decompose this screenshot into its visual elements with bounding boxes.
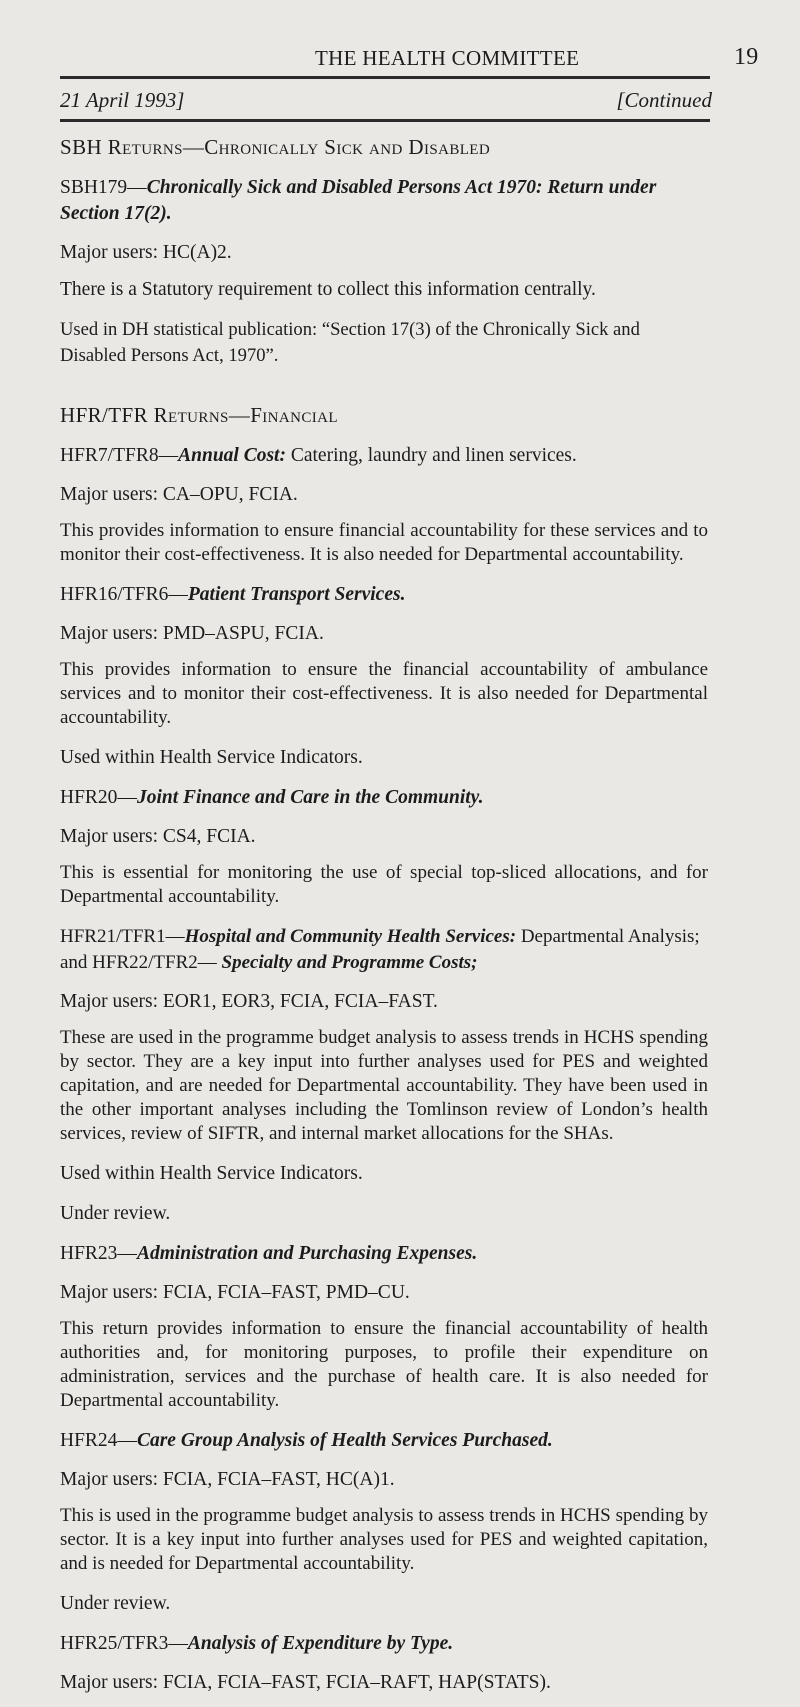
- section-heading: HFR/TFR Returns—Financial: [60, 403, 338, 427]
- paragraph: These are used in the programme budget analysis to assess trends in HCHS spending by sector. They are a key input into further analyses used for PES and weighted capitation, and are needed for Departmental accountability. They have been used in the other important analyses including the Tomlinson review of London’s health services, review of SIFTR, and internal market allocations for the SHAs.: [60, 1027, 708, 1144]
- major-users: Major users: EOR1, EOR3, FCIA, FCIA–FAST.: [60, 991, 438, 1012]
- item-code: HFR23—: [60, 1243, 137, 1264]
- major-users: Major users: PMD–ASPU, FCIA.: [60, 623, 324, 644]
- paragraph: This is essential for monitoring the use of special top-sliced allocations, and for Departmental accountability.: [60, 862, 708, 907]
- paragraph: There is a Statutory requirement to collect this information centrally.: [60, 279, 596, 300]
- item-title-lead: Annual Cost:: [178, 445, 286, 466]
- item-heading: [60, 1241, 708, 1267]
- major-users: Major users: HC(A)2.: [60, 242, 232, 263]
- item-heading: [60, 785, 708, 811]
- paragraph: This is used in the programme budget analysis to assess trends in HCHS spending by sector. It is a key input into further analyses used for PES and weighted capitation, and is needed for Departmental accountability.: [60, 1505, 708, 1574]
- item-title-tail2: Specialty and Programme Costs;: [221, 952, 478, 973]
- paragraph: This provides information to ensure financial accountability for these services and to monitor their cost-effectiveness. It is also needed for Departmental accountability.: [60, 520, 708, 565]
- paragraph: Used in DH statistical publication: “Section 17(3) of the Chronically Sick and Disabled Persons Act, 1970”.: [60, 319, 640, 366]
- item-title: Patient Transport Services.: [187, 584, 406, 605]
- paragraph: Used within Health Service Indicators.: [60, 747, 363, 768]
- item-title: Hospital and Community Health Services:: [184, 926, 517, 947]
- major-users: Major users: CA–OPU, FCIA.: [60, 484, 298, 505]
- item-title-tail: Departmental Analysis; and HFR22/TFR2—: [60, 926, 700, 973]
- item-heading: [60, 924, 708, 976]
- item-code: HFR16/TFR6—: [60, 584, 188, 605]
- section-heading: SBH Returns—Chronically Sick and Disabled: [60, 135, 491, 159]
- paragraph: Under review.: [60, 1203, 171, 1224]
- item-title-rest: Catering, laundry and linen services.: [285, 445, 577, 466]
- item-title: Chronically Sick and Disabled Persons Act 1970: Return under Section 17(2).: [60, 177, 657, 224]
- document-body: [60, 135, 708, 1707]
- top-rule: [60, 76, 710, 79]
- page-number: 19: [734, 44, 759, 70]
- paragraph: Used within Health Service Indicators.: [60, 1163, 363, 1184]
- major-users: Major users: FCIA, FCIA–FAST, HC(A)1.: [60, 1469, 395, 1490]
- paragraph: This provides information to ensure the financial accountability of ambulance services and to monitor their cost-effectiveness. It is also needed for Departmental accountability.: [60, 659, 708, 728]
- paragraph: This return provides information to ensure the financial accountability of health authorities and, for monitoring purposes, to profile their expenditure on administration, services and the purchase of health care. It is also needed for Departmental accountability.: [60, 1318, 708, 1411]
- item-title: Care Group Analysis of Health Services Purchased.: [136, 1430, 553, 1451]
- item-title: Joint Finance and Care in the Community.: [136, 787, 484, 808]
- item-code: SBH179—: [60, 177, 147, 198]
- item-heading: [60, 1631, 708, 1657]
- item-heading: [60, 582, 708, 608]
- second-rule: [60, 119, 710, 122]
- major-users: Major users: CS4, FCIA.: [60, 826, 256, 847]
- item-title: Analysis of Expenditure by Type.: [187, 1633, 454, 1654]
- major-users: Major users: FCIA, FCIA–FAST, FCIA–RAFT, HAP(STATS).: [60, 1672, 551, 1693]
- item-code: HFR24—: [60, 1430, 137, 1451]
- date-line: 21 April 1993]: [60, 88, 185, 112]
- item-code: HFR7/TFR8—: [60, 445, 179, 466]
- major-users: Major users: FCIA, FCIA–FAST, PMD–CU.: [60, 1282, 410, 1303]
- paragraph: Under review.: [60, 1593, 171, 1614]
- item-heading: [60, 1428, 708, 1454]
- header-title: THE HEALTH COMMITTEE: [315, 46, 580, 70]
- item-code: HFR25/TFR3—: [60, 1633, 188, 1654]
- item-heading: [60, 175, 708, 227]
- continued-label: [Continued: [616, 88, 712, 112]
- item-code: HFR21/TFR1—: [60, 926, 185, 947]
- item-code: HFR20—: [60, 787, 137, 808]
- item-title: Administration and Purchasing Expenses.: [136, 1243, 478, 1264]
- item-heading: [60, 443, 708, 469]
